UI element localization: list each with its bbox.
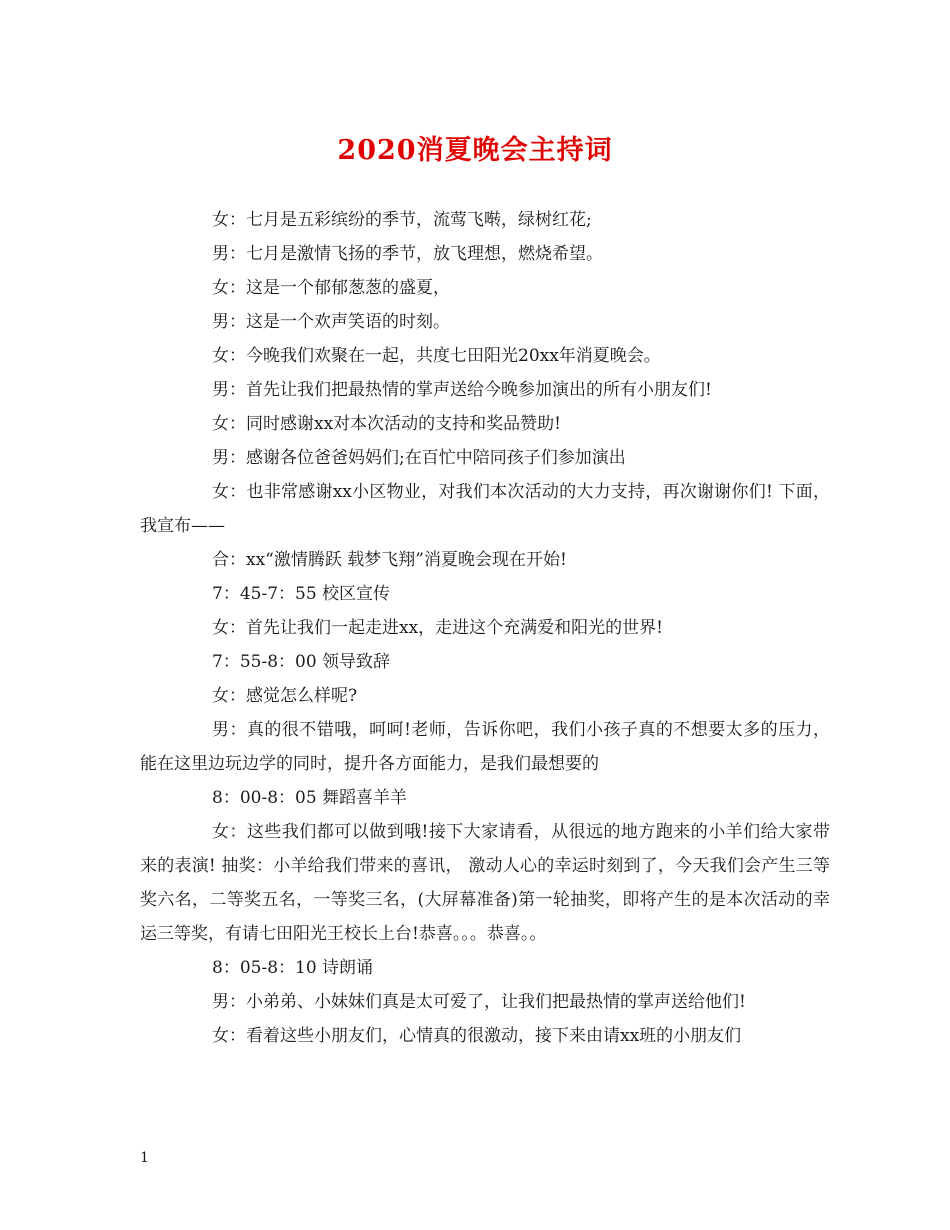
paragraph: 女：这些我们都可以做到哦!接下大家请看，从很远的地方跑来的小羊们给大家带来的表演! 抽奖：小羊给我们带来的喜讯， 激动人心的幸运时刻到了，今天我们会产生三等奖六名，二等奖五名，一等奖三名，(大屏幕准备)第一轮抽奖，即将产生的是本次活动的幸运三等奖，有请七田阳光王校长上台!恭喜。。。恭喜。。 [140, 822, 830, 944]
document-title: 2020消夏晚会主持词 [337, 135, 613, 166]
paragraph: 女：也非常感谢xx小区物业，对我们本次活动的大力支持，再次谢谢你们! 下面，我宣布—— [140, 482, 830, 536]
paragraph: 女：这是一个郁郁葱葱的盛夏， [212, 278, 450, 298]
page-number: 1 [140, 1150, 149, 1166]
paragraph: 女：感觉怎么样呢? [212, 686, 358, 706]
paragraph: 男：真的很不错哦，呵呵!老师，告诉你吧，我们小孩子真的不想要太多的压力，能在这里边玩边学的同时，提升各方面能力，是我们最想要的 [140, 720, 830, 774]
paragraph: 女：首先让我们一起走进xx，走进这个充满爱和阳光的世界! [212, 618, 664, 638]
paragraph: 男：七月是激情飞扬的季节，放飞理想，燃烧希望。 [212, 244, 603, 264]
schedule-item: 7：45-7：55 校区宣传 [212, 584, 391, 604]
schedule-item: 8：00-8：05 舞蹈喜羊羊 [212, 788, 408, 808]
paragraph: 男：小弟弟、小妹妹们真是太可爱了，让我们把最热情的掌声送给他们! [212, 992, 746, 1012]
paragraph: 合：xx“激情腾跃 载梦飞翔”消夏晚会现在开始! [212, 550, 567, 570]
paragraph: 女：看着这些小朋友们，心情真的很激动，接下来由请xx班的小朋友们 [212, 1026, 742, 1046]
paragraph: 男：这是一个欢声笑语的时刻。 [212, 312, 450, 332]
schedule-item: 7：55-8：00 领导致辞 [212, 652, 391, 672]
schedule-item: 8：05-8：10 诗朗诵 [212, 958, 374, 978]
document-body [140, 203, 830, 1053]
paragraph: 女：今晚我们欢聚在一起，共度七田阳光20xx年消夏晚会。 [212, 346, 661, 366]
paragraph: 男：首先让我们把最热情的掌声送给今晚参加演出的所有小朋友们! [212, 380, 712, 400]
paragraph: 男：感谢各位爸爸妈妈们;在百忙中陪同孩子们参加演出 [212, 448, 626, 468]
paragraph: 女：同时感谢xx对本次活动的支持和奖品赞助! [212, 414, 562, 434]
paragraph: 女：七月是五彩缤纷的季节，流莺飞啭，绿树红花; [212, 210, 592, 230]
